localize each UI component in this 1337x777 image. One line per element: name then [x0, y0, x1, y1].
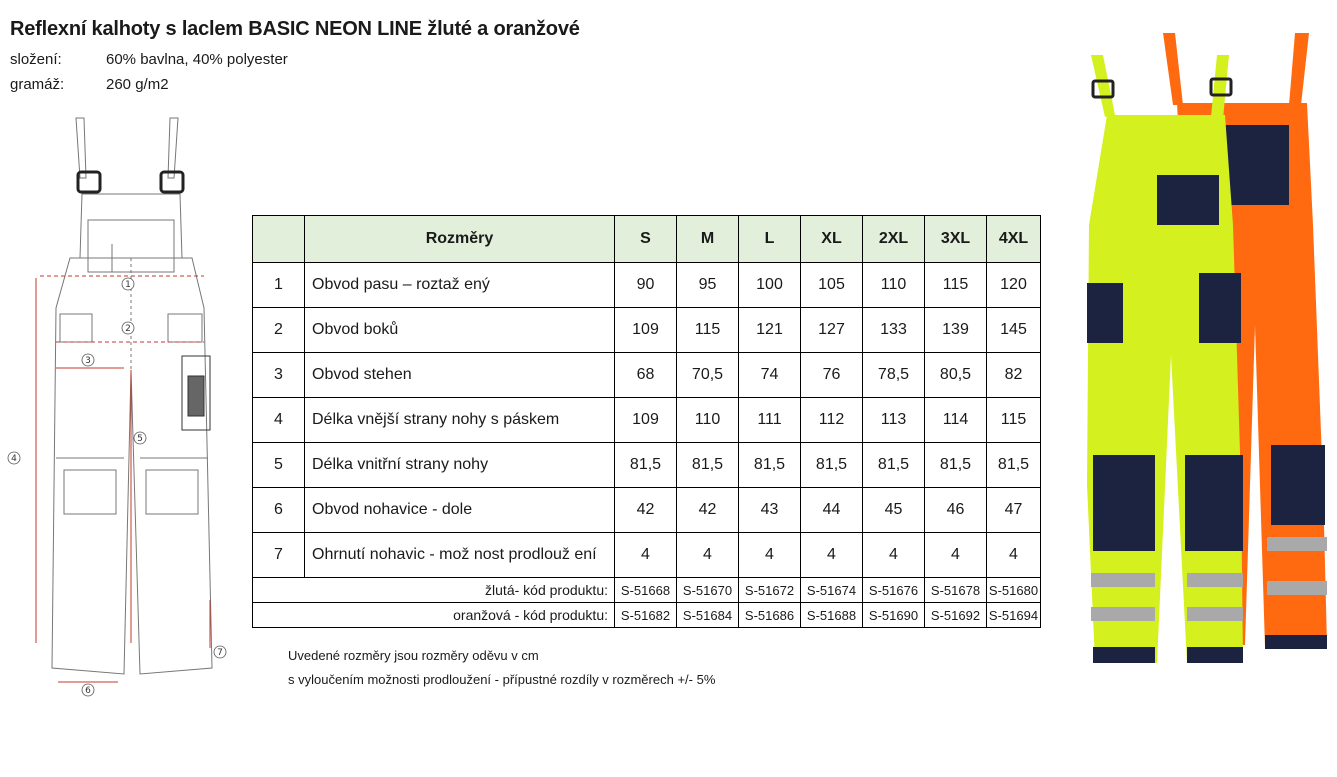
row-value: 4	[739, 533, 801, 578]
weight-row	[10, 76, 169, 93]
row-value: 80,5	[925, 353, 987, 398]
row-num: 3	[253, 353, 305, 398]
row-value: 82	[987, 353, 1041, 398]
header-size: L	[739, 216, 801, 263]
row-value: 81,5	[615, 443, 677, 488]
row-value: 42	[615, 488, 677, 533]
row-value: 81,5	[925, 443, 987, 488]
product-code: S-51676	[863, 578, 925, 603]
garment-diagram	[0, 108, 250, 708]
weight-value: 260 g/m2	[106, 76, 169, 93]
row-value: 111	[739, 398, 801, 443]
marker-5: 5	[137, 434, 143, 444]
row-desc: Obvod boků	[305, 308, 615, 353]
row-value: 114	[925, 398, 987, 443]
row-value: 90	[615, 263, 677, 308]
product-code: S-51690	[863, 603, 925, 628]
row-desc: Obvod pasu – roztaž ený	[305, 263, 615, 308]
orange-code-row	[253, 603, 1041, 628]
product-code: S-51678	[925, 578, 987, 603]
marker-6: 6	[85, 686, 91, 696]
product-code: S-51694	[987, 603, 1041, 628]
product-code: S-51672	[739, 578, 801, 603]
row-value: 43	[739, 488, 801, 533]
note-line-2: s vyloučením možnosti prodloužení - přípustné rozdíly v rozměrech +/- 5%	[288, 672, 716, 687]
table-row	[253, 263, 1041, 308]
row-value: 112	[801, 398, 863, 443]
row-desc: Délka vnitřní strany nohy	[305, 443, 615, 488]
table-header-row	[253, 216, 1041, 263]
row-num: 4	[253, 398, 305, 443]
table-row	[253, 488, 1041, 533]
header-size: XL	[801, 216, 863, 263]
header-size: 4XL	[987, 216, 1041, 263]
row-value: 113	[863, 398, 925, 443]
row-value: 78,5	[863, 353, 925, 398]
marker-3: 3	[85, 356, 91, 366]
row-value: 145	[987, 308, 1041, 353]
header-label: Rozměry	[305, 216, 615, 263]
table-row	[253, 443, 1041, 488]
product-code: S-51684	[677, 603, 739, 628]
row-value: 127	[801, 308, 863, 353]
row-value: 109	[615, 398, 677, 443]
row-value: 74	[739, 353, 801, 398]
row-value: 4	[863, 533, 925, 578]
row-value: 46	[925, 488, 987, 533]
composition-value: 60% bavlna, 40% polyester	[106, 51, 288, 68]
row-num: 2	[253, 308, 305, 353]
header-size: 2XL	[863, 216, 925, 263]
row-value: 100	[739, 263, 801, 308]
row-desc: Ohrnutí nohavic - mož nost prodlouž ení	[305, 533, 615, 578]
composition-label: složení:	[10, 51, 62, 68]
row-value: 105	[801, 263, 863, 308]
row-value: 81,5	[801, 443, 863, 488]
product-code: S-51682	[615, 603, 677, 628]
row-value: 109	[615, 308, 677, 353]
row-value: 133	[863, 308, 925, 353]
size-table	[252, 215, 1041, 628]
row-value: 44	[801, 488, 863, 533]
row-value: 4	[677, 533, 739, 578]
orange-code-label: oranžová - kód produktu:	[253, 603, 615, 628]
row-value: 4	[925, 533, 987, 578]
table-row	[253, 398, 1041, 443]
header-size: 3XL	[925, 216, 987, 263]
row-desc: Obvod nohavice - dole	[305, 488, 615, 533]
yellow-code-label: žlutá- kód produktu:	[253, 578, 615, 603]
marker-4: 4	[11, 454, 17, 464]
row-value: 68	[615, 353, 677, 398]
row-value: 121	[739, 308, 801, 353]
product-code: S-51668	[615, 578, 677, 603]
row-value: 115	[677, 308, 739, 353]
row-value: 45	[863, 488, 925, 533]
yellow-overalls	[1087, 55, 1243, 663]
product-photo	[1075, 25, 1335, 675]
row-value: 115	[987, 398, 1041, 443]
row-value: 139	[925, 308, 987, 353]
header-size: M	[677, 216, 739, 263]
row-value: 115	[925, 263, 987, 308]
row-value: 4	[801, 533, 863, 578]
marker-2: 2	[125, 324, 131, 334]
marker-1: 1	[125, 280, 131, 290]
row-value: 110	[863, 263, 925, 308]
row-value: 47	[987, 488, 1041, 533]
product-code: S-51686	[739, 603, 801, 628]
row-num: 5	[253, 443, 305, 488]
table-row	[253, 308, 1041, 353]
weight-label: gramáž:	[10, 76, 65, 93]
row-value: 4	[987, 533, 1041, 578]
table-row	[253, 533, 1041, 578]
marker-7: 7	[217, 648, 223, 658]
row-value: 70,5	[677, 353, 739, 398]
yellow-code-row	[253, 578, 1041, 603]
product-code: S-51688	[801, 603, 863, 628]
note-line-1: Uvedené rozměry jsou rozměry oděvu v cm	[288, 648, 539, 663]
header-num-cell	[253, 216, 305, 263]
row-value: 95	[677, 263, 739, 308]
product-code: S-51680	[987, 578, 1041, 603]
product-code: S-51670	[677, 578, 739, 603]
row-num: 6	[253, 488, 305, 533]
composition-row	[10, 51, 288, 68]
row-value: 76	[801, 353, 863, 398]
row-value: 4	[615, 533, 677, 578]
row-value: 110	[677, 398, 739, 443]
row-num: 7	[253, 533, 305, 578]
page-title: Reflexní kalhoty s laclem BASIC NEON LINE žluté a oranžové	[10, 18, 580, 40]
row-desc: Délka vnější strany nohy s páskem	[305, 398, 615, 443]
row-value: 42	[677, 488, 739, 533]
row-value: 81,5	[987, 443, 1041, 488]
row-num: 1	[253, 263, 305, 308]
row-value: 81,5	[863, 443, 925, 488]
product-code: S-51674	[801, 578, 863, 603]
row-value: 81,5	[739, 443, 801, 488]
table-row	[253, 353, 1041, 398]
row-desc: Obvod stehen	[305, 353, 615, 398]
row-value: 120	[987, 263, 1041, 308]
row-value: 81,5	[677, 443, 739, 488]
header-size: S	[615, 216, 677, 263]
product-code: S-51692	[925, 603, 987, 628]
